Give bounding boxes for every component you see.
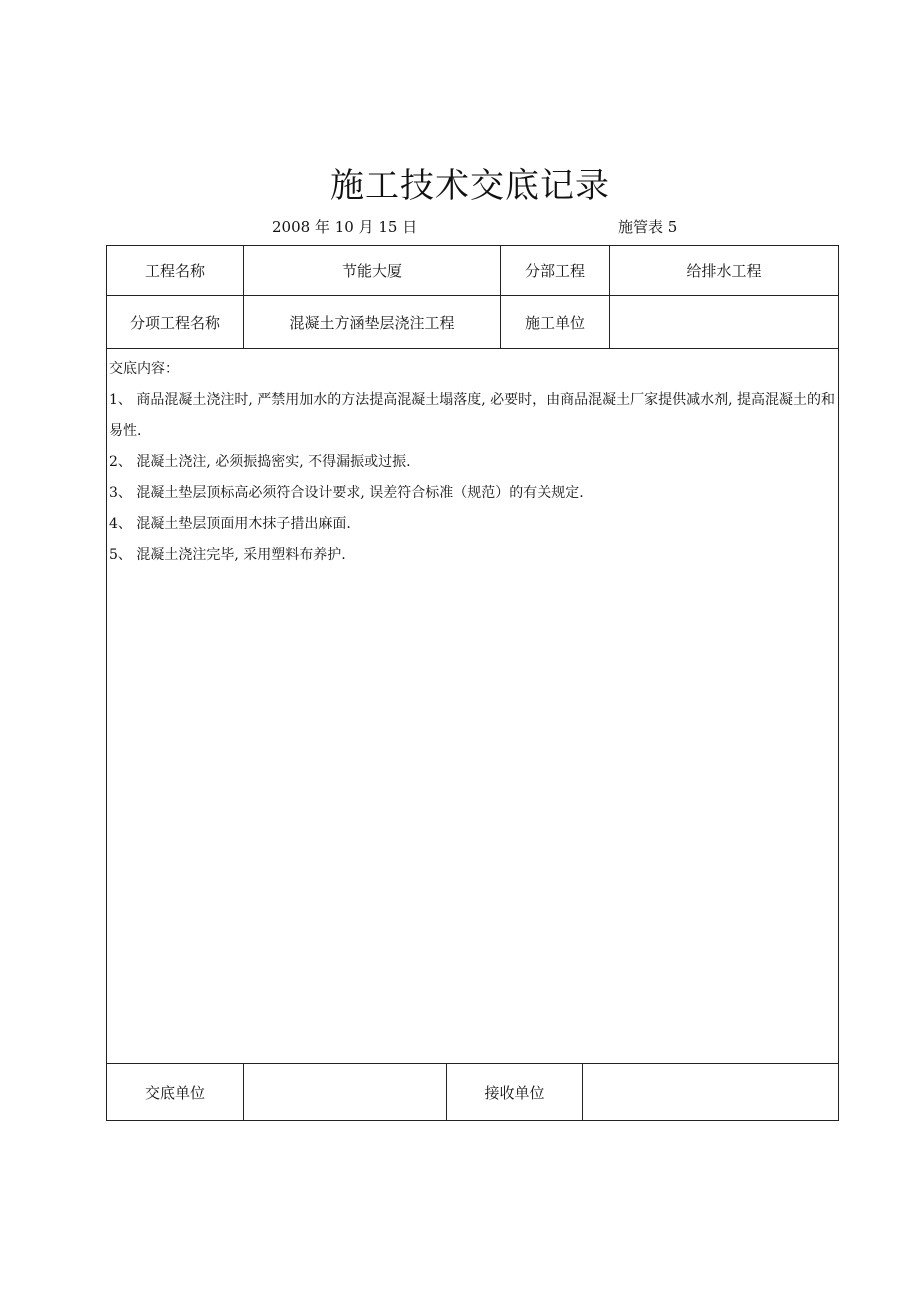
construction-unit-value bbox=[610, 296, 838, 348]
subproject-name-label: 分项工程名称 bbox=[129, 313, 220, 332]
subproject-name-value: 混凝土方涵垫层浇注工程 bbox=[289, 313, 455, 332]
project-name-value: 节能大厦 bbox=[341, 262, 402, 280]
document-date: 2008 年 10 月 15 日 bbox=[272, 218, 418, 236]
briefing-content bbox=[109, 354, 837, 571]
document-title: 施工技术交底记录 bbox=[330, 166, 610, 206]
construction-unit-label: 施工单位 bbox=[524, 313, 585, 332]
division-label: 分部工程 bbox=[524, 262, 585, 280]
briefing-unit-value bbox=[244, 1064, 446, 1120]
briefing-unit-label: 交底单位 bbox=[144, 1083, 205, 1102]
form-number: 施管表 5 bbox=[618, 218, 678, 236]
content-heading: 交底内容： bbox=[109, 361, 179, 377]
content-item-1: 1、 商品混凝土浇注时, 严禁用加水的方法提高混凝土塌落度, 必要时，由商品混凝土厂家提供减水剂, 提高混凝土的和易性. bbox=[109, 392, 836, 439]
receiving-unit-value bbox=[583, 1064, 838, 1120]
record-table bbox=[106, 245, 839, 1121]
content-item-4: 4、 混凝土垫层顶面用木抹子措出麻面. bbox=[109, 516, 351, 532]
content-item-2: 2、 混凝土浇注, 必须振捣密实, 不得漏振或过振. bbox=[109, 454, 411, 470]
content-item-5: 5、 混凝土浇注完毕, 采用塑料布养护. bbox=[109, 547, 346, 563]
content-item-3: 3、 混凝土垫层顶标高必须符合设计要求, 误差符合标准（规范）的有关规定. bbox=[109, 485, 584, 501]
row-divider bbox=[107, 348, 838, 349]
project-name-label: 工程名称 bbox=[144, 262, 205, 280]
receiving-unit-label: 接收单位 bbox=[484, 1083, 545, 1102]
division-value: 给排水工程 bbox=[686, 262, 762, 280]
